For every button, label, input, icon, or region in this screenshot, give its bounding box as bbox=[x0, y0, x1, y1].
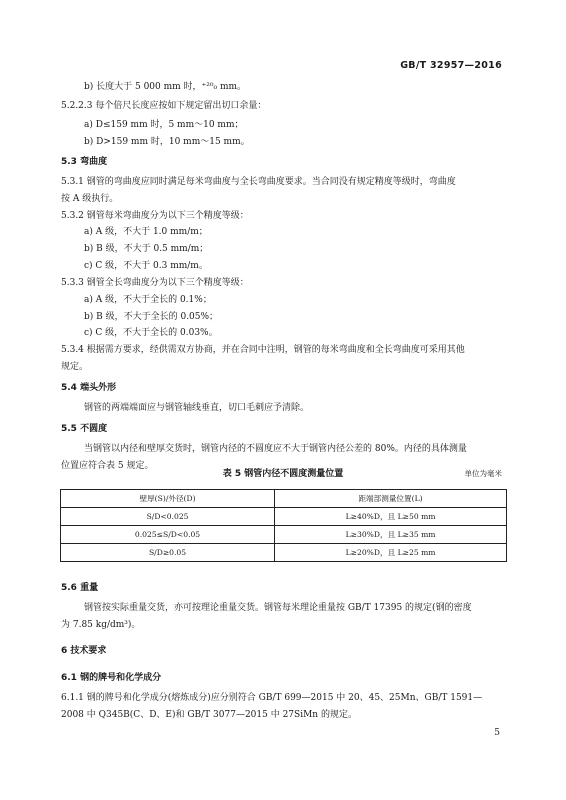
text-line: a) A 级，不大于全长的 0.1%； bbox=[84, 295, 212, 305]
text-line: 当钢管以内径和壁厚交货时，钢管内径的不圆度应不大于钢管内径公差的 80%。内径的具体测量 bbox=[84, 444, 467, 454]
table-cell: S/D≥0.05 bbox=[61, 544, 275, 562]
table-5-unit: 单位为毫米 bbox=[464, 469, 502, 478]
clause-5-3-4: 5.3.4 根据需方要求，经供需双方协商，并在合同中注明，钢管的每米弯曲度和全长弯曲度可采用其他 bbox=[61, 345, 465, 355]
table-cell: L≥40%D，且 L≥50 mm bbox=[275, 508, 507, 526]
text-line: b) B 级，不大于全长的 0.05%； bbox=[84, 312, 219, 322]
text-line: a) D≤159 mm 时，5 mm～10 mm； bbox=[84, 120, 244, 130]
col-header-ratio: 壁厚(S)/外径(D) bbox=[61, 490, 275, 508]
section-5-3-heading: 5.3 弯曲度 bbox=[61, 157, 108, 167]
table-row bbox=[61, 508, 507, 526]
text-line: 钢管的两端端面应与钢管轴线垂直，切口毛刺应予清除。 bbox=[84, 403, 310, 413]
table-row bbox=[61, 544, 507, 562]
clause-5-3-2: 5.3.2 钢管每米弯曲度分为以下三个精度等级： bbox=[61, 211, 249, 221]
text-line: b) 长度大于 5 000 mm 时，⁺²⁰₀ mm。 bbox=[84, 82, 247, 92]
text-line: 为 7.85 kg/dm³)。 bbox=[61, 620, 141, 630]
clause-6-1-1: 6.1.1 钢的牌号和化学成分(熔炼成分)应分别符合 GB/T 699—2015 中 20、45、25Mn、GB/T 1591— bbox=[61, 693, 483, 703]
table-row bbox=[61, 526, 507, 544]
text-line: b) B 级，不大于 0.5 mm/m； bbox=[84, 244, 209, 254]
text-line: 位置应符合表 5 规定。 bbox=[61, 461, 154, 471]
table-5 bbox=[60, 489, 507, 562]
table-cell: 0.025≤S/D<0.05 bbox=[61, 526, 275, 544]
table-cell: L≥20%D，且 L≥25 mm bbox=[275, 544, 507, 562]
table-header-row bbox=[61, 490, 507, 508]
text-line: 规定。 bbox=[61, 362, 89, 372]
chapter-6-heading: 6 技术要求 bbox=[61, 646, 107, 656]
table-5-caption: 表 5 钢管内径不圆度测量位置 bbox=[222, 469, 344, 479]
text-line: c) C 级，不大于全长的 0.03%。 bbox=[84, 328, 218, 338]
text-line: 钢管按实际重量交货，亦可按理论重量交货。钢管每米理论重量按 GB/T 17395 的规定(钢的密度 bbox=[84, 603, 472, 613]
section-5-6-heading: 5.6 重量 bbox=[61, 583, 99, 593]
text-line: 2008 中 Q345B(C、D、E)和 GB/T 3077—2015 中 27SiMn 的规定。 bbox=[61, 710, 357, 720]
text-line: a) A 级，不大于 1.0 mm/m； bbox=[84, 227, 208, 237]
section-5-5-heading: 5.5 不圆度 bbox=[61, 424, 108, 434]
col-header-position: 距端部测量位置(L) bbox=[275, 490, 507, 508]
standard-number: GB/T 32957—2016 bbox=[400, 60, 502, 71]
clause-5-2-2-3: 5.2.2.3 每个倍尺长度应按如下规定留出切口余量： bbox=[61, 101, 267, 111]
text-line: 按 A 级执行。 bbox=[61, 194, 119, 204]
section-5-4-heading: 5.4 端头外形 bbox=[61, 383, 117, 393]
clause-5-3-1: 5.3.1 钢管的弯曲度应同时满足每米弯曲度与全长弯曲度要求。当合同没有规定精度等级时，弯曲度 bbox=[61, 177, 456, 187]
text-line: b) D>159 mm 时，10 mm～15 mm。 bbox=[84, 137, 250, 147]
page-number: 5 bbox=[494, 728, 500, 738]
section-6-1-heading: 6.1 钢的牌号和化学成分 bbox=[61, 673, 162, 683]
clause-5-3-3: 5.3.3 钢管全长弯曲度分为以下三个精度等级： bbox=[61, 278, 249, 288]
table-cell: S/D<0.025 bbox=[61, 508, 275, 526]
table-cell: L≥30%D，且 L≥35 mm bbox=[275, 526, 507, 544]
text-line: c) C 级，不大于 0.3 mm/m。 bbox=[84, 261, 208, 271]
